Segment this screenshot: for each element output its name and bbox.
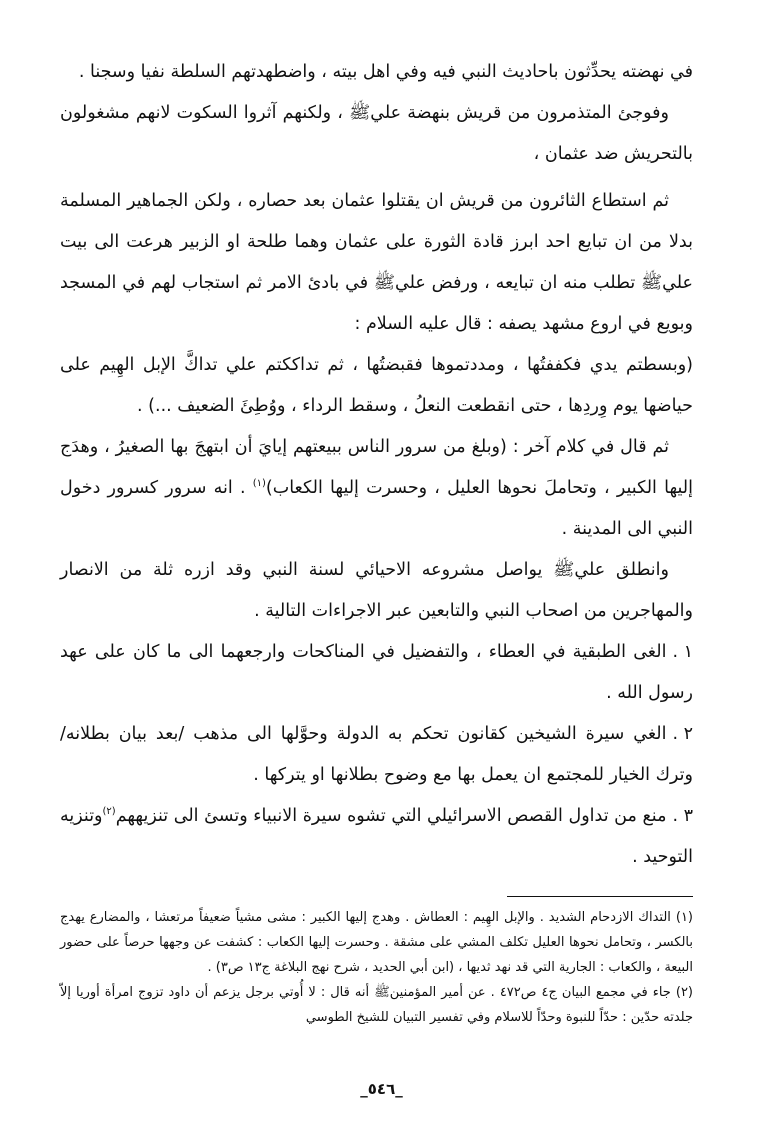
- footnote-ref-2: (٢): [102, 806, 116, 818]
- paragraph-1: في نهضته يحدِّثون باحاديث النبي فيه وفي اهل بيته ، واضطهدتهم السلطة نفيا وسجنا .: [78, 62, 693, 82]
- page-number: _٥٤٦_: [360, 1080, 403, 1098]
- list-item-3: [60, 796, 693, 878]
- footnote-ref-1: (١): [252, 478, 266, 490]
- list-text-tail: وتنزيه التوحيد .: [60, 806, 693, 867]
- list-text: الغي سيرة الشيخين كقانون تحكم به الدولة وحوَّلها الى مذهب /بعد بيان بطلانه/ وترك الخيار للمجتمع ان يعمل بها مع وضوح بطلانها او يتركها .: [60, 724, 693, 785]
- paragraph-5-tail: . انه سرور كسرور دخول النبي الى المدينة .: [60, 478, 693, 539]
- list-number: ١ .: [672, 642, 693, 662]
- paragraph-5: [60, 427, 693, 550]
- list-number: ٢ .: [672, 724, 693, 744]
- footnote-separator: [507, 896, 693, 897]
- paragraph-5-main: ثم قال في كلام آخر : (وبلغ من سرور الناس ببيعتهم إيايَ أن ابتهجَ بها الصغيرُ ، وهدَج إليها الكبير ، وتحاملَ نحوها العليل ، وحسرت إليها الكعاب): [60, 437, 693, 498]
- list-number: ٣ .: [672, 806, 693, 826]
- paragraph-2: وفوجئ المتذمرون من قريش بنهضة عليﷺ ، ولكنهم آثروا السكوت لانهم مشغولون بالتحريش ضد عثمان ،: [60, 103, 693, 164]
- footnote-1: (١) التداك الازدحام الشديد . والإبل الهِيم : العطاش . وهدج إليها الكبير : مشى مشياً ضعيفاً مرتعشا ، والمضارع يهدج بالكسر ، وتحامل نحوها العليل تكلف المشي على مشقة . وحسرت إليها الكعاب : كشفت عن وجهها حرصاً على حضور البيعة ، والكعاب : الجارية التي قد نهد ثديها ، (ابن أبي الحديد ، شرح نهج البلاغة ج١٣ ص٣) .: [60, 910, 693, 975]
- list-text: الغى الطبقية في العطاء ، والتفضيل في المناكحات وارجعهما الى ما كان على عهد رسول الله .: [60, 642, 693, 703]
- list-text: منع من تداول القصص الاسرائيلي التي تشوه سيرة الانبياء وتسئ الى تنزيههم: [115, 806, 667, 826]
- paragraph-3: ثم استطاع الثائرون من قريش ان يقتلوا عثمان بعد حصاره ، ولكن الجماهير المسلمة بدلا من ان تبايع احد ابرز قادة الثورة على عثمان وهما طلحة او الزبير هرعت الى بيت عليﷺ تطلب منه ان تبايعه ، ورفض عليﷺ في بادئ الامر ثم استجاب لهم في المسجد وبويع في اروع مشهد يصفه : قال عليه السلام :: [60, 191, 693, 334]
- list-item-1: [60, 632, 693, 714]
- footnotes: [60, 905, 693, 1030]
- list-item-2: [60, 714, 693, 796]
- paragraph-6: وانطلق عليﷺ يواصل مشروعه الاحيائي لسنة النبي وقد ازره ثلة من الانصار والمهاجرين من اصحاب النبي والتابعين عبر الاجراءات التالية .: [60, 560, 693, 621]
- paragraph-4-quote: (وبسطتم يدي فكففتُها ، ومددتموها فقبضتُها ، ثم تداككتم علي تداكَّ الإبل الهِيم على حياضها يوم وِردِها ، حتى انقطعت النعلُ ، وسقط الرداء ، ووُطِئَ الضعيف ...) .: [60, 355, 693, 416]
- footnote-2: (٢) جاء في مجمع البيان ج٤ ص٤٧٢ . عن أمير المؤمنينﷺ أنه قال : لا أُوتي برجل يزعم أن داود تزوج امرأة أوريا إلاّ جلدته حدّين : حدّاً للنبوة وحدّاً للاسلام وفي تفسير التبيان للشيخ الطوسي: [60, 985, 693, 1025]
